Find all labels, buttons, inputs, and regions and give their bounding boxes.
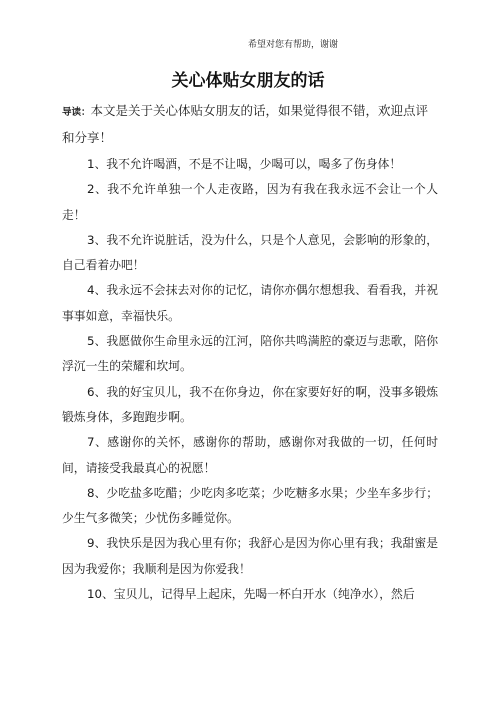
page-title: 关心体贴女朋友的话 [171,71,325,91]
list-item: 6、我的好宝贝儿，我不在你身边，你在家要好好的啊，没事多锻炼锻炼身体，多跑跑步啊。 [62,384,438,424]
list-item: 4、我永远不会抹去对你的记忆，请你亦偶尔想想我、看看我，并祝事事如意，幸福快乐。 [62,283,438,323]
intro-lead: 导读： [62,107,91,118]
item-list [62,152,438,607]
list-item: 2、我不允许单独一个人走夜路，因为有我在我永远不会让一个人走！ [62,182,438,222]
intro-paragraph [62,98,438,150]
list-item: 3、我不允许说脏话，没为什么，只是个人意见，会影响的形象的，自己看着办吧！ [62,232,438,273]
list-item: 7、感谢你的关怀，感谢你的帮助，感谢你对我做的一切，任何时间，请接受我最真心的祝愿！ [62,435,438,475]
header-note: 希望对您有帮助，谢谢 [247,40,338,50]
list-item: 9、我快乐是因为我心里有你；我舒心是因为你心里有我；我甜蜜是因为我爱你；我顺利是因为你爱我！ [62,536,438,576]
list-item: 1、我不允许喝酒，不是不让喝，少喝可以，喝多了伤身体！ [87,157,402,171]
list-item: 10、宝贝儿，记得早上起床，先喝一杯白开水（纯净水），然后 [87,587,415,602]
list-item: 5、我愿做你生命里永远的江河，陪你共鸣满腔的豪迈与悲歌，陪你浮沉一生的荣耀和坎坷。 [62,334,438,374]
intro-text: 本文是关于关心体贴女朋友的话，如果觉得很不错，欢迎点评和分享！ [62,103,429,145]
list-item: 8、少吃盐多吃醋；少吃肉多吃菜；少吃糖多水果；少坐车多步行；少生气多微笑；少忧伤多睡觉你。 [62,485,438,526]
